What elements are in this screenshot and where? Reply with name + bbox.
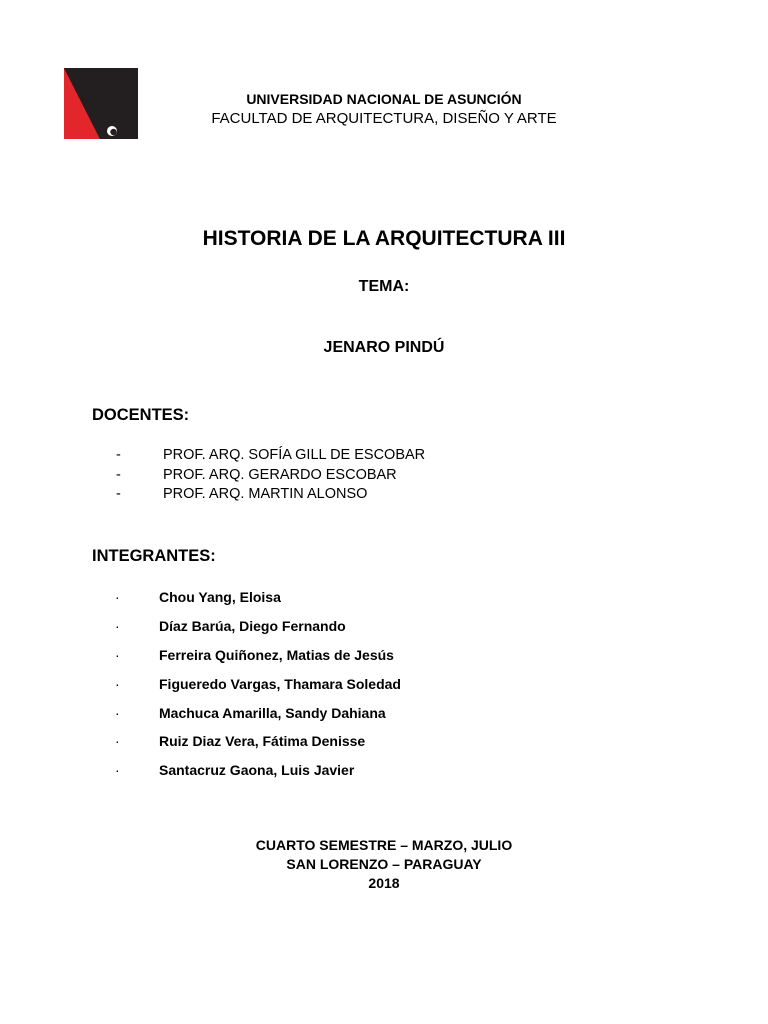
docente-name: PROF. ARQ. MARTIN ALONSO xyxy=(163,486,368,502)
course-title: HISTORIA DE LA ARQUITECTURA III xyxy=(202,227,566,250)
list-item xyxy=(0,703,768,732)
dash-marker: - xyxy=(116,486,121,502)
member-name: Chou Yang, Eloisa xyxy=(159,589,281,605)
bullet-marker: · xyxy=(115,704,120,721)
member-name: Figueredo Vargas, Thamara Soledad xyxy=(159,675,401,692)
docente-name: PROF. ARQ. GERARDO ESCOBAR xyxy=(163,466,397,483)
member-name: Ruiz Diaz Vera, Fátima Denisse xyxy=(159,733,366,750)
year-line: 2018 xyxy=(368,875,400,891)
list-item xyxy=(0,446,768,466)
docente-name: PROF. ARQ. SOFÍA GILL DE ESCOBAR xyxy=(163,447,426,463)
bullet-marker: · xyxy=(115,675,120,692)
list-item xyxy=(0,760,768,789)
list-item xyxy=(0,674,768,703)
dash-marker: - xyxy=(116,447,121,463)
member-name: Díaz Barúa, Diego Fernando xyxy=(159,617,346,634)
faculty-name: FACULTAD DE ARQUITECTURA, DISEÑO Y ARTE xyxy=(211,110,557,127)
semester-line: CUARTO SEMESTRE – MARZO, JULIO xyxy=(255,837,513,853)
integrantes-list xyxy=(0,587,768,789)
integrantes-heading: INTEGRANTES: xyxy=(92,547,216,565)
dash-marker: - xyxy=(116,466,121,483)
list-item xyxy=(0,587,768,616)
list-item xyxy=(0,466,768,486)
topic-title: JENARO PINDÚ xyxy=(323,339,445,356)
bullet-marker: · xyxy=(115,733,120,750)
university-name: UNIVERSIDAD NACIONAL DE ASUNCIÓN xyxy=(246,91,522,107)
list-item xyxy=(0,645,768,674)
list-item xyxy=(0,616,768,645)
location-line: SAN LORENZO – PARAGUAY xyxy=(286,856,482,872)
bullet-marker: · xyxy=(115,617,120,634)
bullet-marker: · xyxy=(115,589,120,605)
tema-label: TEMA: xyxy=(358,278,410,295)
bullet-marker: · xyxy=(115,762,120,779)
member-name: Machuca Amarilla, Sandy Dahiana xyxy=(159,704,386,721)
list-item xyxy=(0,731,768,760)
member-name: Ferreira Quiñonez, Matias de Jesús xyxy=(159,646,394,663)
docentes-heading: DOCENTES: xyxy=(92,406,190,424)
list-item xyxy=(0,485,768,505)
bullet-marker: · xyxy=(115,646,120,663)
member-name: Santacruz Gaona, Luis Javier xyxy=(159,762,355,779)
docentes-list xyxy=(0,446,768,505)
